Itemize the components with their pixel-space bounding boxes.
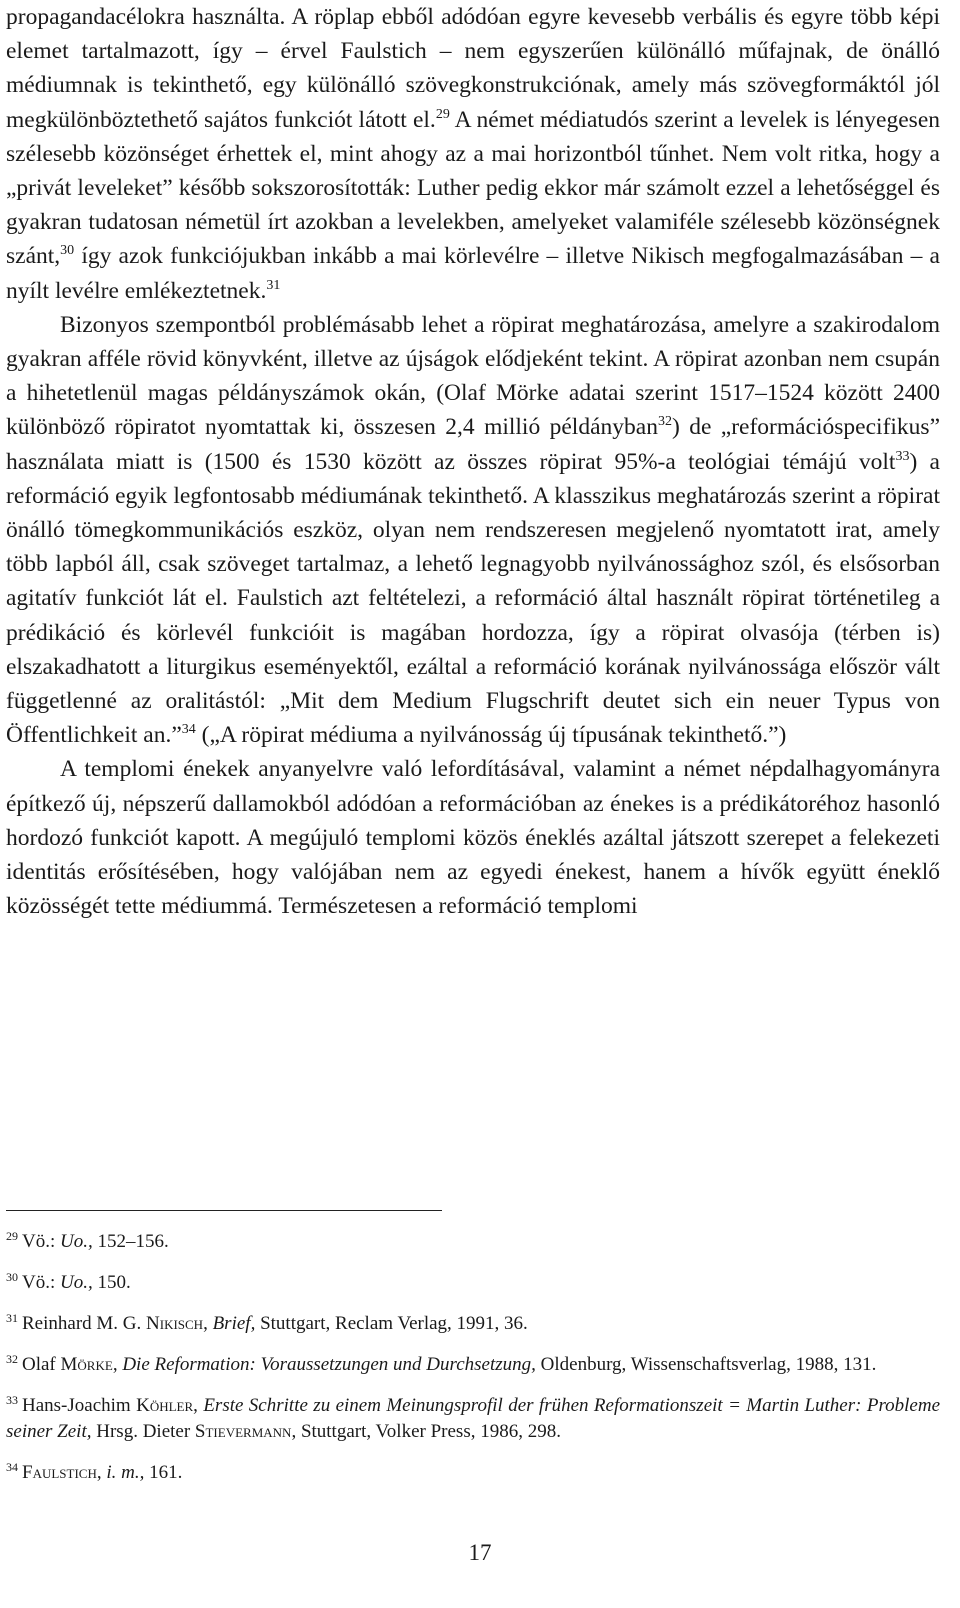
fn-title: Erste Schritte zu einem Meinungsprofil der frühen Reformationszeit = Martin Luther: Probleme seiner Zeit, xyxy=(6,1395,941,1442)
fn-text: Oldenburg, Wissenschaftsverlag, 1988, 131. xyxy=(535,1354,877,1375)
footnote-number: 30 xyxy=(6,1270,18,1284)
fn-abbrev: i. m., xyxy=(106,1462,145,1483)
text-run: A templomi énekek anyanyelvre való lefordításával, valamint a német népdalhagyományra építkező új, népszerű dallamokból adódóan a reformációban az énekes is a prédikátoréhoz hasonló hordozó funkciót kapott. A megújuló templomi közös éneklés azáltal játszott szerepet a felekezeti identitás erősítésében, hogy valójában nem az egyedi énekest, hanem a hívők együtt éneklő közösségét tette médiummá. Természetesen a reformáció templomi xyxy=(6,756,940,920)
footnote-number: 31 xyxy=(6,1311,18,1325)
fn-italic: Uo., xyxy=(60,1231,93,1252)
footnote-ref[interactable]: 33 xyxy=(895,448,910,464)
fn-text: , xyxy=(203,1313,213,1334)
text-run: Bizonyos szempontból problémásabb lehet a röpirat meghatározása, amelyre a szakirodalom gyakran afféle rövid könyvként, illetve az újságok elődjeként tekint. A röpirat azonban nem csupán a hihetetlenül magas példányszámok okán, (Olaf Mörke adatai szerint 1517–1524 között 2400 különböző röpiratot nyomtattak ki, összesen 2,4 millió példányban xyxy=(6,311,940,441)
text-run: propagandacélokra használta. A röplap ebből adódóan egyre kevesebb verbális és egyre több képi elemet tartalmazott, így – érvel Faulstich – nem egyszerűen különálló műfajnak, de önálló médiumnak is tekinthető, egy különálló szövegkonstrukciónak, amely más szövegformáktól jól megkülönböztethető sajátos funkciót látott el. xyxy=(6,4,940,133)
page-body xyxy=(6,0,940,923)
fn-italic: Uo., xyxy=(60,1272,93,1293)
fn-editor: Stievermann xyxy=(194,1421,292,1442)
footnote-number: 32 xyxy=(6,1352,18,1366)
footnotes-section xyxy=(6,1210,940,1501)
fn-title: Die Reformation: Voraussetzungen und Durchsetzung, xyxy=(122,1354,536,1375)
footnote-separator xyxy=(6,1210,442,1211)
fn-author: Mörke xyxy=(60,1354,113,1375)
text-run: („A röpirat médiuma a nyilvánosság új típusának tekinthető.”) xyxy=(195,722,787,749)
fn-text: , xyxy=(96,1462,107,1483)
fn-text: Olaf xyxy=(22,1354,61,1375)
footnote-30 xyxy=(6,1270,940,1296)
text-run: így azok funkciójukban inkább a mai körlevélre – illetve Nikisch megfogalmazásában – a nyílt levélre emlékeztetnek. xyxy=(6,243,940,304)
fn-text: 152–156. xyxy=(92,1231,169,1252)
fn-text: 150. xyxy=(92,1272,131,1293)
page-number: 17 xyxy=(468,1540,492,1565)
footnote-ref[interactable]: 29 xyxy=(435,106,450,122)
text-run: A német médiatudós szerint a levelek is lényegesen szélesebb közönséget érhettek el, mint ahogy az a mai horizontból tűnhet. Nem volt ritka, hogy a „privát leveleket” később sokszorosították: Luther pedig ekkor már számolt ezzel a lehetőséggel és gyakran tudatosan németül írt azokban a levelekben, amelyeket valamiféle szélesebb közönségnek szánt, xyxy=(6,106,940,270)
fn-text: , Stuttgart, Volker Press, 1986, 298. xyxy=(291,1421,561,1442)
fn-text: Hrsg. Dieter xyxy=(91,1421,195,1442)
footnote-33 xyxy=(6,1393,940,1445)
fn-text: Vö.: xyxy=(22,1231,60,1252)
fn-text: , xyxy=(112,1354,123,1375)
footnote-ref[interactable]: 30 xyxy=(60,243,75,259)
footnote-32 xyxy=(6,1352,940,1378)
fn-text: 161. xyxy=(144,1462,183,1483)
paragraph-1 xyxy=(6,0,940,308)
fn-author: Faulstich xyxy=(22,1462,97,1483)
footnote-ref[interactable]: 31 xyxy=(266,277,281,293)
footnote-34 xyxy=(6,1460,940,1486)
text-run: ) de „reformációspecifikus” használata miatt is (1500 és 1530 között az összes röpirat 95%-a teológiai témájú volt xyxy=(6,414,941,475)
footnote-ref[interactable]: 32 xyxy=(657,414,672,430)
footnote-ref[interactable]: 34 xyxy=(181,722,196,738)
footnote-number: 29 xyxy=(6,1229,18,1243)
fn-title: Brief, xyxy=(212,1313,256,1334)
footnote-number: 33 xyxy=(6,1393,18,1407)
fn-text: Stuttgart, Reclam Verlag, 1991, 36. xyxy=(255,1313,528,1334)
footnote-31 xyxy=(6,1311,940,1337)
fn-text: Reinhard M. G. xyxy=(22,1313,147,1334)
fn-author: Nikisch xyxy=(146,1313,204,1334)
text-run: ) a reformáció egyik legfontosabb médiumának tekinthető. A klasszikus meghatározás szerint a röpirat önálló tömegkommunikációs eszköz, olyan nem rendszeresen megjelenő nyomtatott irat, amely több lapból áll, csak szöveget tartalmaz, a lehető legnagyobb nyilvánossághoz szól, és elsősorban agitatív funkciót lát el. Faulstich azt feltételezi, a reformáció által használt röpirat történetileg a prédikáció és körlevél funkcióit is magában hordozza, így a röpirat olvasója (térben is) elszakadhatott a liturgikus eseményektől, ezáltal a reformáció korának nyilvánossága először vált függetlenné az oralitástól: „Mit dem Medium Flugschrift deutet sich ein neuer Typus von Öffentlichkeit an.” xyxy=(6,448,940,749)
paragraph-3 xyxy=(6,752,940,923)
fn-text: Hans-Joachim xyxy=(22,1395,137,1416)
footnote-number: 34 xyxy=(6,1460,18,1474)
main-text xyxy=(6,0,940,923)
fn-text: , xyxy=(193,1395,204,1416)
fn-text: Vö.: xyxy=(22,1272,60,1293)
footnote-29 xyxy=(6,1229,940,1255)
paragraph-2 xyxy=(6,308,940,753)
fn-author: Köhler xyxy=(136,1395,194,1416)
